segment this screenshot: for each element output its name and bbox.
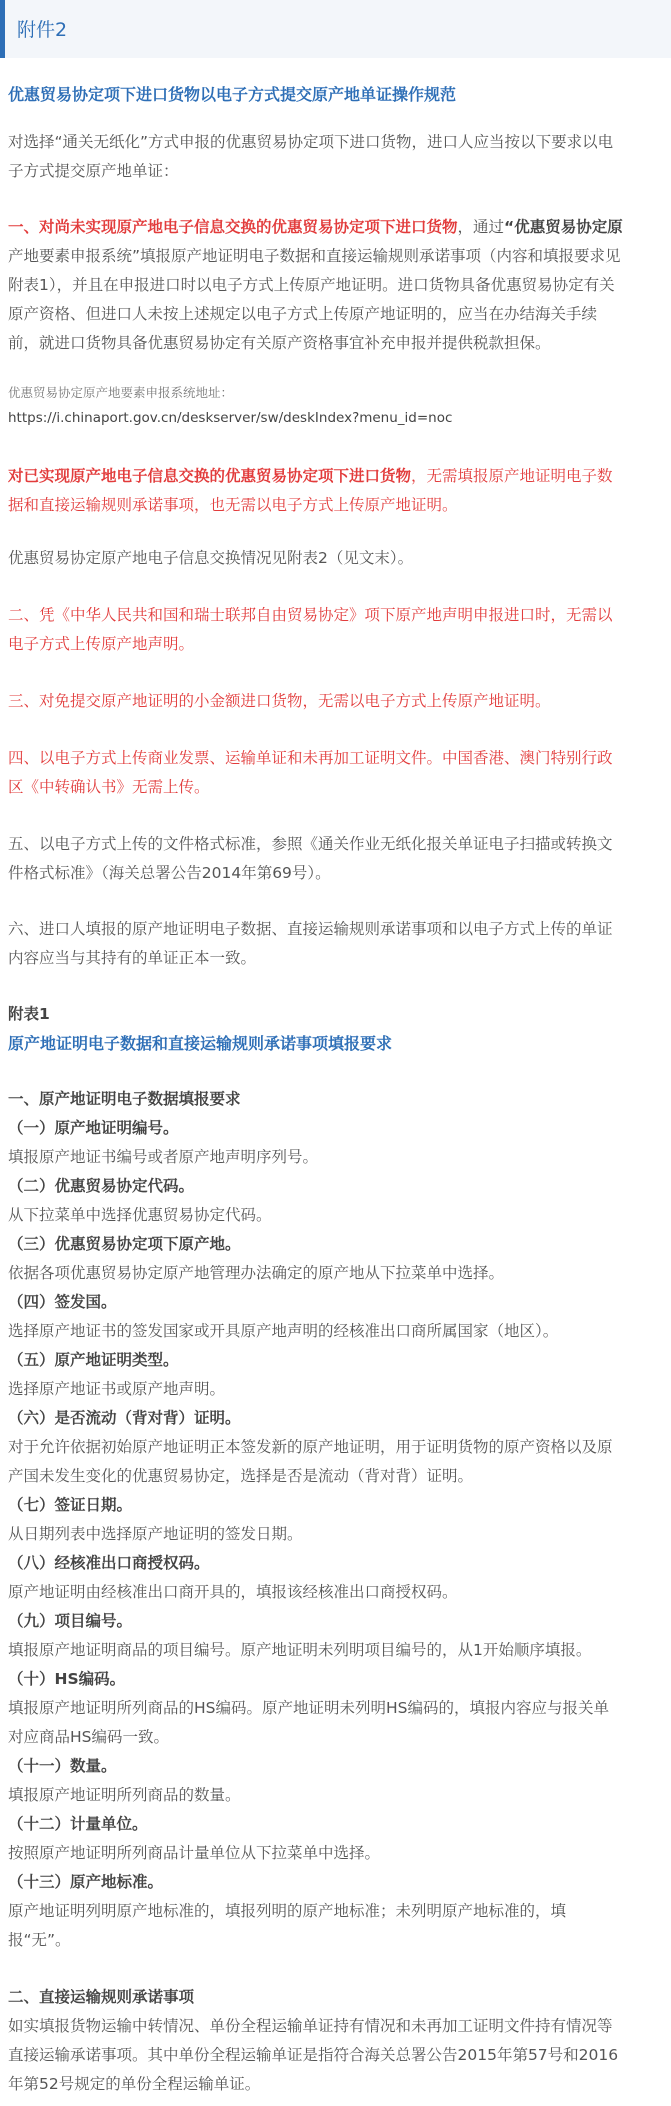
- section-1-prefix: 一、: [8, 218, 40, 236]
- section-4-line-2: 区《中转确认书》无需上传。: [8, 778, 210, 796]
- system-address-link[interactable]: https://i.chinaport.gov.cn/deskserver/sw/deskIndex?menu_id=noc: [8, 410, 453, 426]
- exchanged-line-2: 据和直接运输规则承诺事项，也无需以电子方式上传原产地证明。: [8, 496, 458, 514]
- part-2-heading: 二、直接运输规则承诺事项: [8, 1988, 195, 2006]
- item-heading: （十一）数量。: [8, 1757, 117, 1775]
- section-1-line-4: 原产资格、但进口人未按上述规定以电子方式上传原产地证明的，应当在办结海关手续: [8, 305, 598, 323]
- section-1-bold-text: “优惠贸易协定原: [504, 218, 623, 236]
- item-text: 填报原产地证明所列商品的HS编码。原产地证明未列明HS编码的，填报内容应与报关单: [8, 1699, 609, 1717]
- exchanged-line-1: [8, 464, 662, 486]
- item-heading: （十二）计量单位。: [8, 1815, 148, 1833]
- attachment-header: [0, 0, 671, 58]
- item-text: 对于允许依据初始原产地证明正本签发新的原产地证明，用于证明货物的原产资格以及原: [8, 1438, 613, 1456]
- intro-line-1: 对选择“通关无纸化”方式申报的优惠贸易协定项下进口货物，进口人应当按以下要求以电: [8, 133, 614, 151]
- appendix-title: 原产地证明电子数据和直接运输规则承诺事项填报要求: [8, 1034, 393, 1053]
- exchanged-bold-text: 对已实现原产地电子信息交换的优惠贸易协定项下进口货物: [8, 467, 412, 485]
- section-1-line-2: 产地要素申报系统”填报原产地证明电子数据和直接运输规则承诺事项（内容和填报要求见: [8, 247, 621, 265]
- item-heading: （九）项目编号。: [8, 1612, 133, 1630]
- item-heading: （一）原产地证明编号。: [8, 1119, 179, 1137]
- part-2-line-2: 直接运输承诺事项。其中单份全程运输单证是指符合海关总署公告2015年第57号和2016: [8, 2046, 619, 2064]
- exchange-note: 优惠贸易协定原产地电子信息交换情况见附表2（见文末）。: [8, 549, 414, 567]
- section-1-line-3: 附表1），并且在申报进口时以电子方式上传原产地证明。进口货物具备优惠贸易协定有关: [8, 276, 615, 294]
- item-text: 产国未发生变化的优惠贸易协定，选择是否是流动（背对背）证明。: [8, 1467, 474, 1485]
- item-heading: （三）优惠贸易协定项下原产地。: [8, 1235, 241, 1253]
- attachment-tag: 附件2: [17, 19, 68, 41]
- item-text: 选择原产地证书的签发国家或开具原产地声明的经核准出口商所属国家（地区）。: [8, 1322, 559, 1340]
- item-text: 从下拉菜单中选择优惠贸易协定代码。: [8, 1206, 272, 1224]
- item-text: 报“无”。: [8, 1931, 71, 1949]
- item-heading: （四）签发国。: [8, 1293, 117, 1311]
- intro-line-2: 子方式提交原产地单证：: [8, 162, 179, 180]
- item-text: 填报原产地证书编号或者原产地声明序列号。: [8, 1148, 319, 1166]
- section-1-line-5: 前，就进口货物具备优惠贸易协定有关原产资格事宜补充申报并提供税款担保。: [8, 334, 551, 352]
- item-text: 选择原产地证书或原产地声明。: [8, 1380, 226, 1398]
- section-4-line-1: 四、以电子方式上传商业发票、运输单证和未再加工证明文件。中国香港、澳门特别行政: [8, 749, 613, 767]
- section-1-after-red: ，通过: [457, 218, 505, 236]
- part-2-line-3: 年第52号规定的单份全程运输单证。: [8, 2075, 261, 2093]
- item-heading: （十三）原产地标准。: [8, 1873, 164, 1891]
- section-6-line-2: 内容应当与其持有的单证正本一致。: [8, 949, 257, 967]
- document-title: 优惠贸易协定项下进口货物以电子方式提交原产地单证操作规范: [8, 85, 457, 104]
- system-address-label: 优惠贸易协定原产地要素申报系统地址：: [8, 385, 234, 400]
- item-text: 按照原产地证明所列商品计量单位从下拉菜单中选择。: [8, 1844, 381, 1862]
- section-2-line-1: 二、凭《中华人民共和国和瑞士联邦自由贸易协定》项下原产地声明申报进口时，无需以: [8, 606, 613, 624]
- section-5-line-2: 件格式标准》（海关总署公告2014年第69号）。: [8, 864, 331, 882]
- section-2-line-2: 电子方式上传原产地声明。: [8, 635, 195, 653]
- item-text: 对应商品HS编码一致。: [8, 1728, 169, 1746]
- item-heading: （六）是否流动（背对背）证明。: [8, 1409, 241, 1427]
- item-heading: （八）经核准出口商授权码。: [8, 1554, 210, 1572]
- appendix-label: 附表1: [8, 1005, 50, 1023]
- item-heading: （二）优惠贸易协定代码。: [8, 1177, 195, 1195]
- item-heading: （七）签证日期。: [8, 1496, 133, 1514]
- section-6-line-1: 六、进口人填报的原产地证明电子数据、直接运输规则承诺事项和以电子方式上传的单证: [8, 920, 613, 938]
- part-1-heading: 一、原产地证明电子数据填报要求: [8, 1090, 241, 1108]
- item-text: 原产地证明由经核准出口商开具的，填报该经核准出口商授权码。: [8, 1583, 458, 1601]
- item-text: 填报原产地证明商品的项目编号。原产地证明未列明项目编号的，从1开始顺序填报。: [8, 1641, 592, 1659]
- section-1-red-text: 对尚未实现原产地电子信息交换的优惠贸易协定项下进口货物: [39, 218, 458, 236]
- item-heading: （十）HS编码。: [8, 1670, 126, 1688]
- item-text: 依据各项优惠贸易协定原产地管理办法确定的原产地从下拉菜单中选择。: [8, 1264, 505, 1282]
- section-3-text: 三、对免提交原产地证明的小金额进口货物，无需以电子方式上传原产地证明。: [8, 692, 551, 710]
- section-5-line-1: 五、以电子方式上传的文件格式标准，参照《通关作业无纸化报关单证电子扫描或转换文: [8, 835, 613, 853]
- item-text: 填报原产地证明所列商品的数量。: [8, 1786, 241, 1804]
- item-heading: （五）原产地证明类型。: [8, 1351, 179, 1369]
- part-2-line-1: 如实填报货物运输中转情况、单份全程运输单证持有情况和未再加工证明文件持有情况等: [8, 2017, 613, 2035]
- item-text: 原产地证明列明原产地标准的，填报列明的原产地标准；未列明原产地标准的，填: [8, 1902, 567, 1920]
- item-text: 从日期列表中选择原产地证明的签发日期。: [8, 1525, 303, 1543]
- exchanged-rest: ，无需填报原产地证明电子数: [411, 467, 613, 485]
- section-1-line-1: [8, 215, 662, 237]
